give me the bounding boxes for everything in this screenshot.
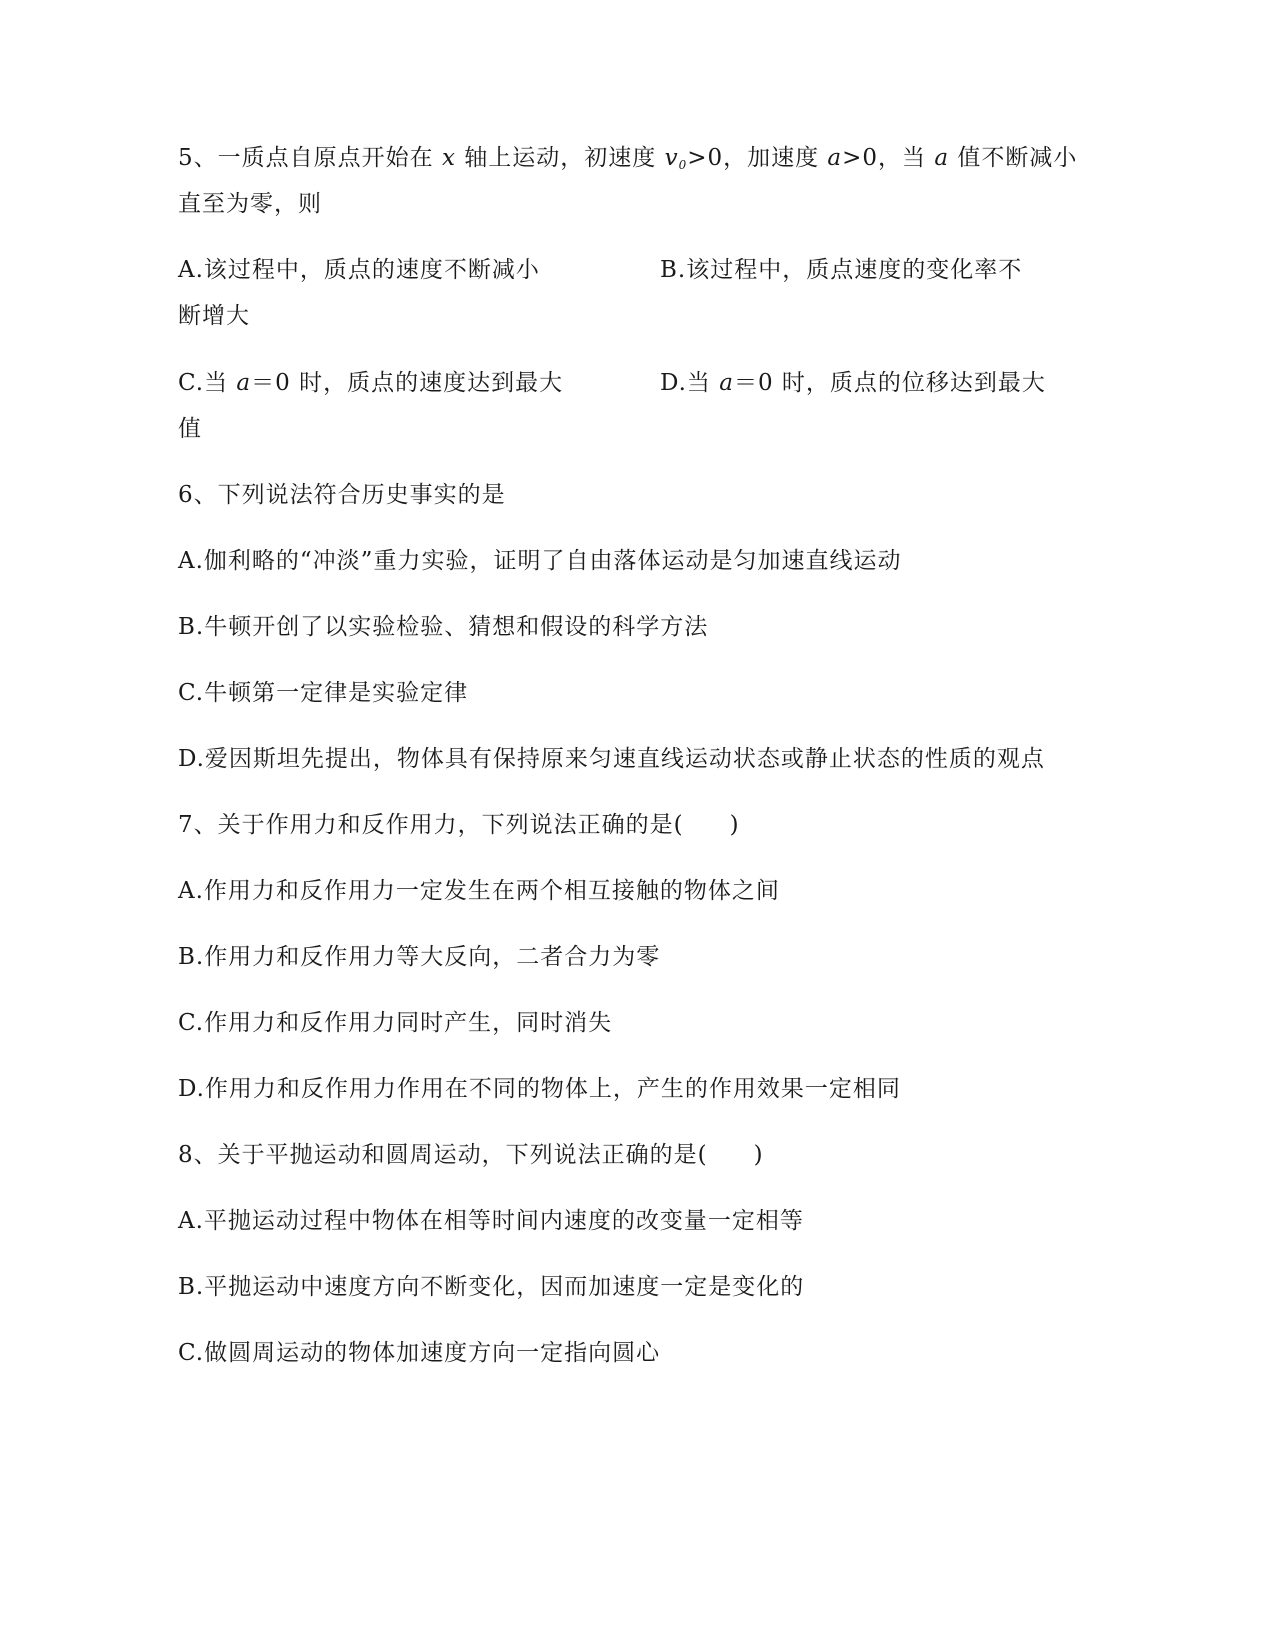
question-6-option-b: B.牛顿开创了以实验检验、猜想和假设的科学方法 bbox=[178, 614, 709, 640]
question-6-option-d: D.爱因斯坦先提出，物体具有保持原来匀速直线运动状态或静止状态的性质的观点 bbox=[178, 746, 1045, 772]
question-5-option-a: A.该过程中，质点的速度不断减小 bbox=[178, 257, 540, 283]
question-5-option-b-continued: 断增大 bbox=[178, 303, 250, 329]
q5-var-x: x bbox=[441, 145, 456, 171]
question-5-option-c bbox=[178, 368, 563, 398]
q8-stem-text: 8、关于平抛运动和圆周运动，下列说法正确的是( bbox=[178, 1142, 708, 1168]
q5d-text-1: D.当 bbox=[660, 370, 720, 396]
q5-var-a1: a bbox=[827, 145, 843, 171]
question-7-option-a: A.作用力和反作用力一定发生在两个相互接触的物体之间 bbox=[178, 878, 780, 904]
q5d-var-a: a bbox=[719, 370, 734, 396]
question-5-option-c-continued: 值 bbox=[178, 416, 202, 442]
q5d-text-2: ＝0 时，质点的位移达到最大 bbox=[733, 370, 1046, 396]
question-7-option-c: C.作用力和反作用力同时产生，同时消失 bbox=[178, 1010, 613, 1036]
q5c-text-2: ＝0 时，质点的速度达到最大 bbox=[251, 370, 564, 396]
q5-subscript-0: 0 bbox=[678, 158, 688, 172]
q5-text-2: 轴上运动，初速度 bbox=[455, 145, 665, 171]
q5-text-5: 值不断减小 bbox=[949, 145, 1078, 171]
q5-text-3: >0，加速度 bbox=[687, 145, 828, 171]
q5-var-a2: a bbox=[934, 145, 950, 171]
question-6-option-c: C.牛顿第一定律是实验定律 bbox=[178, 680, 469, 706]
q7-stem-text: 7、关于作用力和反作用力，下列说法正确的是( bbox=[178, 812, 684, 838]
q5c-text-1: C.当 bbox=[178, 370, 237, 396]
question-8-option-c: C.做圆周运动的物体加速度方向一定指向圆心 bbox=[178, 1340, 661, 1366]
q5c-var-a: a bbox=[236, 370, 252, 396]
question-8-option-a: A.平抛运动过程中物体在相等时间内速度的改变量一定相等 bbox=[178, 1208, 804, 1234]
q5-var-v: v bbox=[664, 145, 679, 171]
question-7-stem bbox=[178, 810, 740, 840]
question-5-option-b: B.该过程中，质点速度的变化率不 bbox=[660, 257, 1023, 283]
q5-text-1: 5、一质点自原点开始在 bbox=[178, 145, 442, 171]
question-6-stem: 6、下列说法符合历史事实的是 bbox=[178, 482, 506, 508]
question-8-stem bbox=[178, 1140, 764, 1170]
q5-text-4: >0，当 bbox=[842, 145, 935, 171]
question-5-stem-line2: 直至为零，则 bbox=[178, 191, 322, 217]
q8-close-paren: ) bbox=[753, 1142, 764, 1168]
question-8-option-b: B.平抛运动中速度方向不断变化，因而加速度一定是变化的 bbox=[178, 1274, 805, 1300]
question-6-option-a: A.伽利略的“冲淡”重力实验，证明了自由落体运动是匀加速直线运动 bbox=[178, 548, 902, 574]
question-5-option-d bbox=[660, 368, 1046, 398]
question-5-stem bbox=[178, 143, 1077, 180]
question-7-option-d: D.作用力和反作用力作用在不同的物体上，产生的作用效果一定相同 bbox=[178, 1076, 901, 1102]
question-7-option-b: B.作用力和反作用力等大反向，二者合力为零 bbox=[178, 944, 661, 970]
q7-close-paren: ) bbox=[729, 812, 740, 838]
